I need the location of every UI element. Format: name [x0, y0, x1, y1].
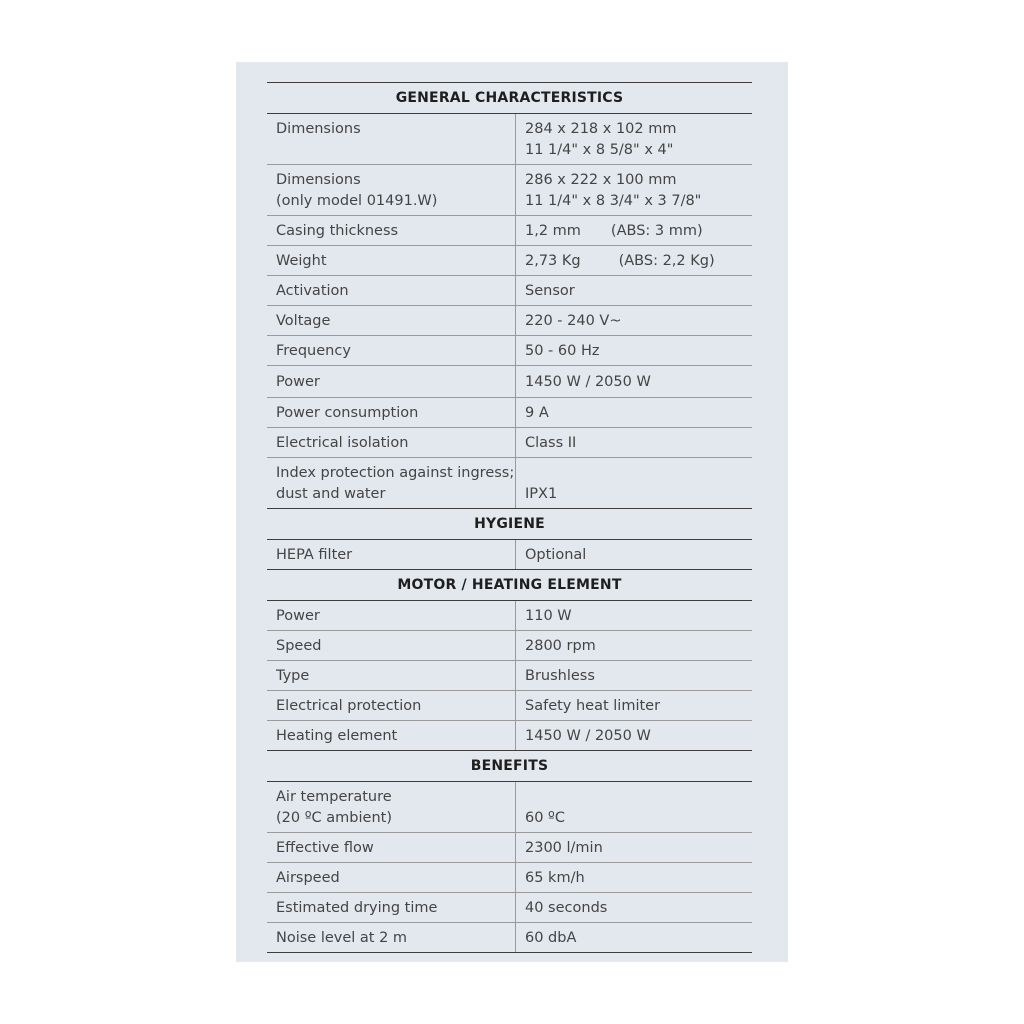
row-value: 2800 rpm — [525, 638, 596, 654]
row-label: Type — [267, 661, 516, 690]
row-value: Class II — [525, 435, 577, 451]
row-value: 60 ºC — [525, 810, 566, 826]
table-row — [267, 721, 752, 751]
row-label: Air temperature (20 ºC ambient) — [267, 782, 516, 832]
table-row — [267, 246, 752, 276]
row-value: 1,2 mm (ABS: 3 mm) — [516, 216, 752, 245]
row-label: Index protection against ingress; dust and water — [267, 458, 516, 508]
table-row — [267, 863, 752, 893]
row-value: 286 x 222 x 100 mm 11 1/4" x 8 3/4" x 3 7/8" — [525, 172, 702, 209]
row-value: 110 W — [525, 608, 572, 624]
row-label: Speed — [267, 631, 516, 660]
section-header-benefits: BENEFITS — [267, 751, 752, 782]
row-value: 2,73 Kg (ABS: 2,2 Kg) — [516, 246, 752, 275]
row-label: Electrical protection — [267, 691, 516, 720]
row-label: Heating element — [267, 721, 516, 750]
section-header-motor: MOTOR / HEATING ELEMENT — [267, 570, 752, 601]
row-label: Power consumption — [267, 398, 516, 427]
table-row — [267, 540, 752, 570]
row-label: Effective flow — [267, 833, 516, 862]
table-row — [267, 398, 752, 428]
row-label: Electrical isolation — [267, 428, 516, 457]
row-value: 50 - 60 Hz — [525, 343, 600, 359]
row-value: 65 km/h — [525, 870, 585, 886]
table-row — [267, 428, 752, 458]
row-label: Casing thickness — [267, 216, 516, 245]
row-label: HEPA filter — [267, 540, 516, 569]
row-value: Optional — [525, 547, 587, 563]
row-value: 1450 W / 2050 W — [525, 728, 651, 744]
table-row — [267, 893, 752, 923]
row-value: IPX1 — [525, 486, 558, 502]
row-label: Estimated drying time — [267, 893, 516, 922]
row-value: Safety heat limiter — [525, 698, 661, 714]
row-label: Noise level at 2 m — [267, 923, 516, 952]
abs-note: (ABS: 3 mm) — [610, 223, 703, 239]
row-label: Power — [267, 601, 516, 630]
row-label: Weight — [267, 246, 516, 275]
table-row — [267, 691, 752, 721]
table-row — [267, 833, 752, 863]
table-row — [267, 216, 752, 246]
table-row — [267, 165, 752, 216]
table-row — [267, 661, 752, 691]
section-header-general: GENERAL CHARACTERISTICS — [267, 83, 752, 114]
row-label: Power — [267, 366, 516, 397]
row-label: Dimensions (only model 01491.W) — [267, 165, 516, 215]
table-row — [267, 366, 752, 398]
spec-table — [267, 82, 752, 953]
table-row — [267, 782, 752, 833]
abs-note: (ABS: 2,2 Kg) — [618, 253, 715, 269]
row-value: 9 A — [525, 405, 549, 421]
row-label: Dimensions — [267, 114, 516, 164]
row-label: Voltage — [267, 306, 516, 335]
table-row — [267, 276, 752, 306]
table-row — [267, 458, 752, 509]
row-value: Sensor — [525, 283, 575, 299]
table-row — [267, 336, 752, 366]
table-row — [267, 601, 752, 631]
row-label: Activation — [267, 276, 516, 305]
row-value: 40 seconds — [525, 900, 608, 916]
section-header-hygiene: HYGIENE — [267, 509, 752, 540]
table-row — [267, 923, 752, 953]
row-value: 60 dbA — [525, 930, 577, 946]
row-label: Frequency — [267, 336, 516, 365]
row-value: 284 x 218 x 102 mm 11 1/4" x 8 5/8" x 4" — [525, 121, 677, 158]
row-value: 220 - 240 V~ — [525, 313, 622, 329]
row-value: Brushless — [525, 668, 595, 684]
table-row — [267, 306, 752, 336]
row-value: 2300 l/min — [525, 840, 603, 856]
table-row — [267, 631, 752, 661]
row-label: Airspeed — [267, 863, 516, 892]
table-row — [267, 114, 752, 165]
row-value: 1450 W / 2050 W — [525, 374, 651, 390]
